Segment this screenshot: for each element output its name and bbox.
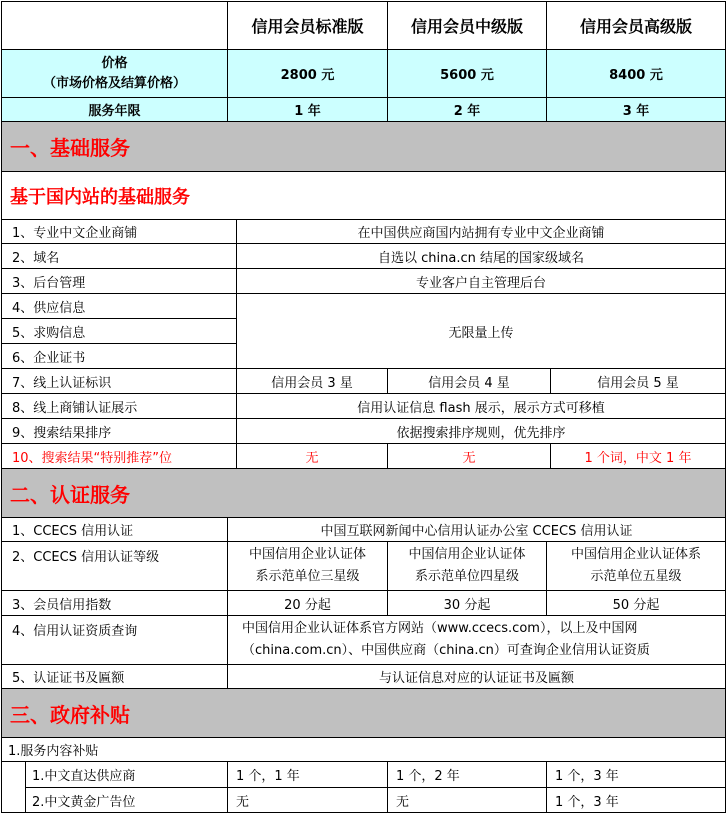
section-subsidy-row	[0, 688, 727, 738]
row-value: 自选以 china.cn 结尾的国家级域名	[236, 243, 726, 269]
table-row	[0, 443, 727, 469]
row-value-premium: 1 个，3 年	[546, 761, 726, 788]
row-label: 8、线上商铺认证展示	[1, 393, 237, 419]
group-row	[0, 737, 727, 762]
table-row	[0, 761, 727, 788]
row-value-standard: 20 分起	[227, 590, 388, 616]
plan-mid-header: 信用会员中级版	[387, 1, 547, 50]
price-label-line1: 价格	[101, 55, 128, 71]
price-label-line2: （市场价格及结算价格）	[42, 75, 186, 91]
years-standard: 1 年	[227, 97, 388, 122]
row-label: 6、企业证书	[1, 343, 237, 369]
table-row	[0, 418, 727, 444]
price-premium: 8400 元	[546, 49, 726, 98]
row-value-premium: 50 分起	[546, 590, 726, 616]
header-empty-cell	[1, 1, 228, 50]
price-standard: 2800 元	[227, 49, 388, 98]
section-basic-row	[0, 121, 727, 172]
row-label: 2、CCECS 信用认证等级	[1, 541, 228, 591]
row-value-standard	[227, 541, 388, 591]
row-label: 5、认证证书及匾额	[1, 664, 228, 689]
value-line: 中国信用企业认证体	[248, 547, 366, 562]
row-value-mid	[387, 541, 547, 591]
row-value-standard: 1 个，1 年	[227, 761, 388, 788]
years-row	[0, 97, 727, 122]
row-value-premium	[546, 541, 726, 591]
row-value-mid: 无	[387, 787, 547, 813]
upload-merged-row	[0, 293, 727, 369]
row-label: 9、搜索结果排序	[1, 418, 237, 444]
value-line: 系示范单位三星级	[255, 569, 360, 584]
years-label: 服务年限	[1, 97, 228, 122]
table-row	[0, 393, 727, 419]
value-line: 示范单位五星级	[590, 569, 682, 584]
row-value: 信用认证信息 flash 展示，展示方式可移植	[236, 393, 726, 419]
value-line: 中国信用企业认证体系	[570, 547, 701, 562]
row-value-standard: 信用会员 3 星	[236, 368, 388, 394]
price-label-cell	[1, 49, 228, 98]
row-label: 1.中文直达供应商	[25, 761, 228, 788]
upload-merged-value: 无限量上传	[236, 293, 726, 369]
table-row	[0, 541, 727, 591]
row-value-mid: 信用会员 4 星	[387, 368, 551, 394]
row-value-mid: 无	[387, 443, 551, 469]
row-label: 2、域名	[1, 243, 237, 269]
row-value-mid: 1 个，2 年	[387, 761, 547, 788]
table-row	[0, 368, 727, 394]
table-row	[0, 219, 727, 244]
group-label: 1.服务内容补贴	[1, 737, 726, 762]
row-value-standard: 无	[236, 443, 388, 469]
row-value: 与认证信息对应的认证证书及匾额	[227, 664, 726, 689]
row-label: 4、供应信息	[1, 293, 237, 319]
table-row	[0, 590, 727, 616]
row-value-mid: 30 分起	[387, 590, 547, 616]
plan-standard-header: 信用会员标准版	[227, 1, 388, 50]
table-row	[0, 243, 727, 269]
value-line: 中国信用企业认证体	[408, 547, 526, 562]
row-label: 3、后台管理	[1, 268, 237, 294]
section-certification-row	[0, 468, 727, 518]
row-label: 3、会员信用指数	[1, 590, 228, 616]
row-value: 中国互联网新闻中心信用认证办公室 CCECS 信用认证	[227, 517, 726, 542]
row-value-premium: 1 个词，中文 1 年	[550, 443, 726, 469]
price-mid: 5600 元	[387, 49, 547, 98]
row-value: 依据搜索排序规则，优先排序	[236, 418, 726, 444]
row-value-premium: 信用会员 5 星	[550, 368, 726, 394]
section-certification-title: 二、认证服务	[1, 468, 726, 518]
subsection-domestic-title: 基于国内站的基础服务	[1, 171, 726, 220]
row-label: 2.中文黄金广告位	[25, 787, 228, 813]
subsection-domestic-row	[0, 171, 727, 220]
years-premium: 3 年	[546, 97, 726, 122]
table-row	[0, 268, 727, 294]
row-label: 4、信用认证资质查询	[1, 615, 228, 665]
row-value: 专业客户自主管理后台	[236, 268, 726, 294]
years-mid: 2 年	[387, 97, 547, 122]
row-value: 中国信用企业认证体系官方网站（www.ccecs.com），以上及中国网（china.com.cn）、中国供应商（china.cn）可查询企业信用认证资质	[227, 615, 726, 665]
price-row	[0, 49, 727, 98]
plan-header-row	[0, 1, 727, 50]
plan-premium-header: 信用会员高级版	[546, 1, 726, 50]
table-row	[0, 517, 727, 542]
table-row	[0, 615, 727, 665]
table-row	[0, 787, 727, 813]
row-label: 1、专业中文企业商铺	[1, 219, 237, 244]
row-value-premium: 1 个，3 年	[546, 787, 726, 813]
row-label: 5、求购信息	[1, 318, 237, 344]
row-value-standard: 无	[227, 787, 388, 813]
section-subsidy-title: 三、政府补贴	[1, 688, 726, 738]
row-label: 1、CCECS 信用认证	[1, 517, 228, 542]
row-label: 10、搜索结果“特别推荐”位	[1, 443, 237, 469]
row-value: 在中国供应商国内站拥有专业中文企业商铺	[236, 219, 726, 244]
value-line: 系示范单位四星级	[414, 569, 519, 584]
row-label: 7、线上认证标识	[1, 368, 237, 394]
table-row	[0, 664, 727, 689]
section-basic-title: 一、基础服务	[1, 121, 726, 172]
